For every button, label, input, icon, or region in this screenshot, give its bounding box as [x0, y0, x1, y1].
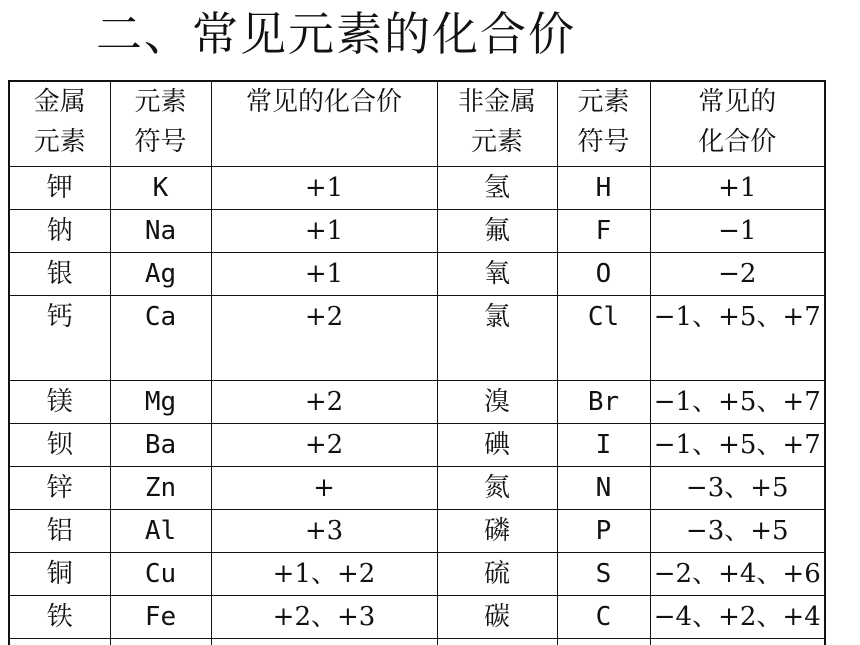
header-line: 元素	[470, 127, 523, 157]
metal-symbol-cell: Fe	[110, 596, 211, 639]
header-line: 金属	[33, 87, 86, 117]
header-metal-element	[9, 81, 110, 167]
nonmetal-symbol-cell: S	[557, 553, 650, 596]
header-nonmetal-symbol	[557, 81, 650, 167]
header-nonmetal-element	[437, 81, 557, 167]
nonmetal-valence-cell: +1	[650, 167, 825, 210]
metal-valence-cell: +1	[211, 210, 437, 253]
metal-valence-cell: +2	[211, 424, 437, 467]
header-metal-symbol	[110, 81, 211, 167]
metal-valence-cell: +2	[211, 381, 437, 424]
metal-symbol-cell: Ag	[110, 253, 211, 296]
table-row-partial	[9, 639, 825, 645]
nonmetal-element-cell: 氯	[437, 296, 557, 381]
table-row	[9, 167, 825, 210]
metal-element-cell: 钾	[9, 167, 110, 210]
metal-symbol-cell: Ba	[110, 424, 211, 467]
valence-table	[8, 80, 826, 645]
metal-element-cell: 银	[9, 253, 110, 296]
valence-table-body	[9, 81, 825, 645]
table-row	[9, 553, 825, 596]
metal-element-cell: 钡	[9, 424, 110, 467]
metal-element-cell: 铝	[9, 510, 110, 553]
nonmetal-element-cell: 氢	[437, 167, 557, 210]
metal-element-cell: 铁	[9, 596, 110, 639]
table-row	[9, 424, 825, 467]
metal-element-cell: 钙	[9, 296, 110, 381]
table-row	[9, 296, 825, 381]
table-row	[9, 596, 825, 639]
empty-cell	[211, 639, 437, 645]
nonmetal-symbol-cell: I	[557, 424, 650, 467]
table-row	[9, 467, 825, 510]
header-line: 常见的	[698, 87, 777, 117]
nonmetal-valence-cell: −4、+2、+4	[650, 596, 825, 639]
metal-valence-cell: +2、+3	[211, 596, 437, 639]
nonmetal-symbol-cell: P	[557, 510, 650, 553]
nonmetal-element-cell: 氧	[437, 253, 557, 296]
metal-element-cell: 锌	[9, 467, 110, 510]
header-nonmetal-valence	[650, 81, 825, 167]
nonmetal-symbol-cell: F	[557, 210, 650, 253]
nonmetal-valence-cell: −2、+4、+6	[650, 553, 825, 596]
table-row	[9, 381, 825, 424]
nonmetal-element-cell: 硫	[437, 553, 557, 596]
header-line: 符号	[134, 127, 187, 157]
metal-symbol-cell: Zn	[110, 467, 211, 510]
nonmetal-symbol-cell: H	[557, 167, 650, 210]
nonmetal-symbol-cell: N	[557, 467, 650, 510]
metal-element-cell: 钠	[9, 210, 110, 253]
table-row	[9, 510, 825, 553]
metal-valence-cell: +2	[211, 296, 437, 381]
nonmetal-symbol-cell: O	[557, 253, 650, 296]
nonmetal-symbol-cell: Br	[557, 381, 650, 424]
nonmetal-valence-cell: −1、+5、+7	[650, 381, 825, 424]
table-row	[9, 210, 825, 253]
nonmetal-element-cell: 碳	[437, 596, 557, 639]
nonmetal-element-cell: 磷	[437, 510, 557, 553]
page-title: 二、常见元素的化合价	[96, 7, 576, 61]
empty-cell	[557, 639, 650, 645]
nonmetal-valence-cell: −3、+5	[650, 510, 825, 553]
metal-element-cell: 铜	[9, 553, 110, 596]
metal-symbol-cell: Mg	[110, 381, 211, 424]
nonmetal-element-cell: 氟	[437, 210, 557, 253]
empty-cell	[110, 639, 211, 645]
nonmetal-symbol-cell: C	[557, 596, 650, 639]
nonmetal-valence-cell: −1、+5、+7	[650, 296, 825, 381]
empty-cell	[437, 639, 557, 645]
metal-symbol-cell: Na	[110, 210, 211, 253]
empty-cell	[9, 639, 110, 645]
nonmetal-valence-cell: −3、+5	[650, 467, 825, 510]
header-line: 元素	[33, 127, 86, 157]
metal-valence-cell: +1、+2	[211, 553, 437, 596]
header-line: 元素	[134, 87, 187, 117]
header-line: 化合价	[698, 127, 777, 157]
table-row	[9, 253, 825, 296]
metal-valence-cell: +3	[211, 510, 437, 553]
metal-symbol-cell: K	[110, 167, 211, 210]
nonmetal-valence-cell: −1、+5、+7	[650, 424, 825, 467]
table-header-row	[9, 81, 825, 167]
metal-element-cell: 镁	[9, 381, 110, 424]
header-line: 元素	[577, 87, 630, 117]
empty-cell	[650, 639, 825, 645]
nonmetal-valence-cell: −1	[650, 210, 825, 253]
nonmetal-element-cell: 氮	[437, 467, 557, 510]
nonmetal-element-cell: 碘	[437, 424, 557, 467]
metal-valence-cell: +1	[211, 253, 437, 296]
header-line: 常见的化合价	[245, 87, 402, 117]
metal-symbol-cell: Cu	[110, 553, 211, 596]
nonmetal-element-cell: 溴	[437, 381, 557, 424]
nonmetal-valence-cell: −2	[650, 253, 825, 296]
header-line: 非金属	[457, 87, 536, 117]
metal-valence-cell: +1	[211, 167, 437, 210]
nonmetal-symbol-cell: Cl	[557, 296, 650, 381]
header-line: 符号	[577, 127, 630, 157]
metal-symbol-cell: Al	[110, 510, 211, 553]
metal-symbol-cell: Ca	[110, 296, 211, 381]
metal-valence-cell: +	[211, 467, 437, 510]
header-metal-valence	[211, 81, 437, 167]
